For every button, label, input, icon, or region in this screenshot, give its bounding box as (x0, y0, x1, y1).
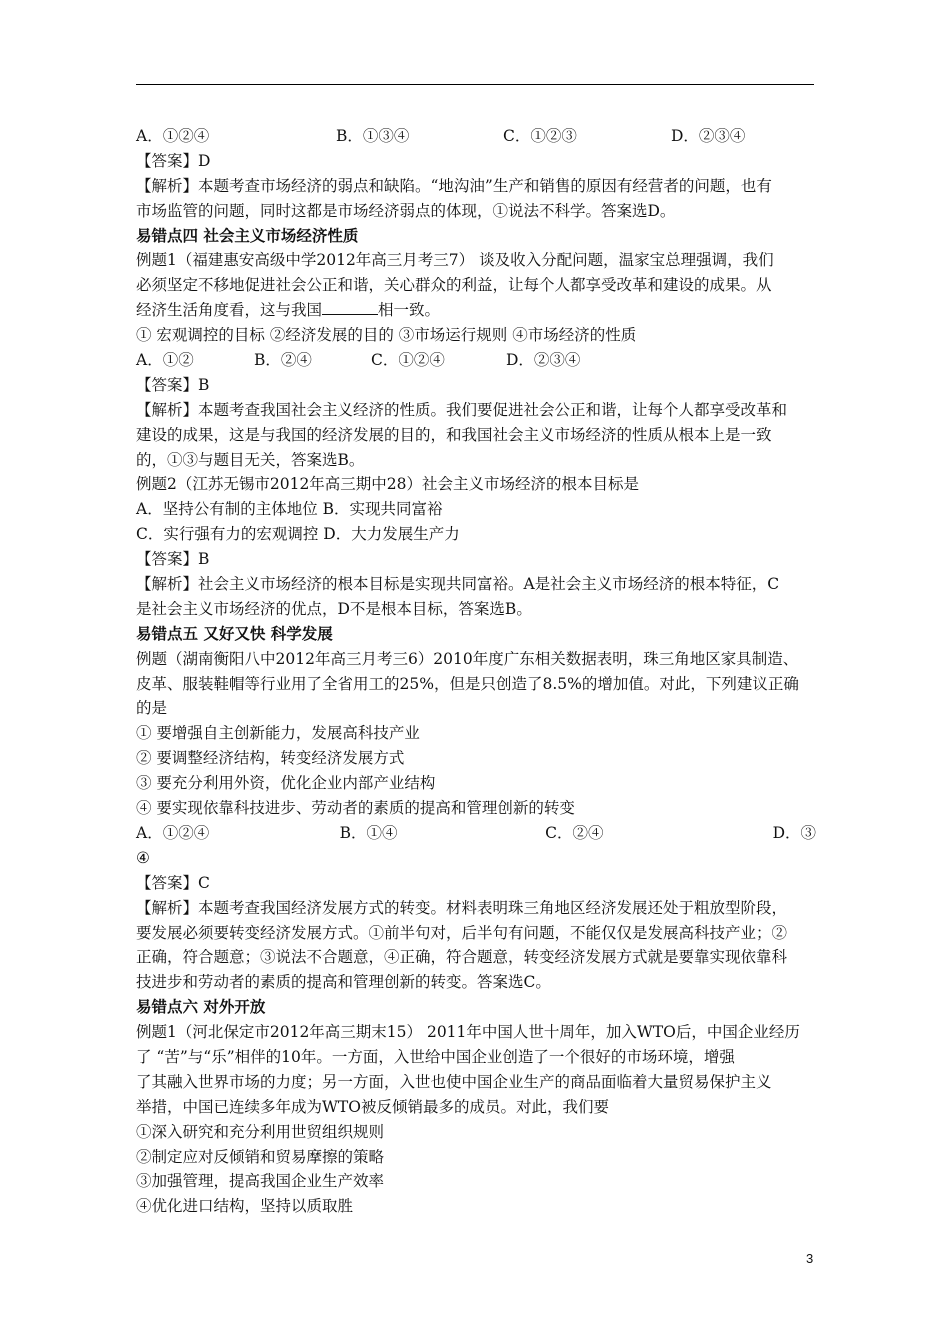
ex3-item1: ① 要增强自主创新能力，发展高科技产业 (136, 724, 420, 743)
ex3-question-line2: 皮革、服装鞋帽等行业用了全省用工的25%，但是只创造了8.5%的增加值。对此，下列建议正确 (136, 674, 799, 693)
ex3-item2: ② 要调整经济结构，转变经济发展方式 (136, 749, 405, 768)
ex4-question-line2: 了 “苦”与“乐”相伴的10年。一方面，入世给中国企业创造了一个很好的市场环境，增强 (136, 1047, 735, 1066)
ex3-option-d: D．③ (772, 823, 816, 842)
ex1-analysis-line2: 建设的成果，这是与我国的经济发展的目的，和我国社会主义市场经济的性质从根本上是一致 (136, 425, 772, 444)
ex4-item3: ③加强管理，提高我国企业生产效率 (136, 1172, 385, 1191)
ex2-options-ab: A．坚持公有制的主体地位 B．实现共同富裕 (136, 500, 443, 519)
ex4-question-line4: 举措，中国已连续多年成为WTO被反倾销最多的成员。对此，我们要 (136, 1097, 609, 1116)
document-body (136, 124, 816, 1219)
ex1-items: ① 宏观调控的目标 ②经济发展的目的 ③市场运行规则 ④市场经济的性质 (136, 326, 637, 345)
header-rule (136, 84, 814, 85)
ex1-line3-pre: 经济生活角度看，这与我国 (136, 301, 323, 320)
q0-option-a: A．①②④ (136, 127, 210, 145)
section4-heading: 易错点四 社会主义市场经济性质 (136, 225, 359, 245)
ex3-option-b: B．①④ (339, 823, 398, 842)
q0-options (136, 124, 816, 149)
ex1-analysis-line3: 的，①③与题目无关，答案选B。 (136, 450, 365, 469)
section5-heading: 易错点五 又好又快 科学发展 (136, 623, 333, 643)
ex3-options (136, 821, 816, 846)
fill-blank (322, 300, 378, 315)
section6-heading: 易错点六 对外开放 (136, 997, 266, 1017)
ex3-option-c: C．②④ (545, 823, 604, 842)
q0-option-c: C．①②③ (503, 127, 577, 145)
ex1-question-line3 (136, 298, 816, 323)
ex3-option-d-wrap: ④ (136, 848, 150, 867)
ex4-item4: ④优化进口结构，坚持以质取胜 (136, 1197, 354, 1216)
ex1-option-d: D．②③④ (506, 351, 581, 370)
ex2-analysis-line2: 是社会主义市场经济的优点，D不是根本目标，答案选B。 (136, 599, 532, 618)
q0-analysis-line2: 市场监管的问题，同时这都是市场经济弱点的体现，①说法不科学。答案选D。 (136, 201, 676, 220)
ex2-answer: 【答案】B (136, 550, 210, 569)
ex1-answer: 【答案】B (136, 375, 210, 394)
ex3-analysis-line1: 【解析】本题考查我国经济发展方式的转变。材料表明珠三角地区经济发展还处于粗放型阶段， (136, 898, 788, 917)
ex4-item2: ②制定应对反倾销和贸易摩擦的策略 (136, 1147, 385, 1166)
ex2-options-cd: C．实行强有力的宏观调控 D．大力发展生产力 (136, 525, 460, 544)
ex1-analysis-line1: 【解析】本题考查我国社会主义经济的性质。我们要促进社会公正和谐，让每个人都享受改革和 (136, 400, 788, 419)
ex3-analysis-line4: 技进步和劳动者的素质的提高和管理创新的转变。答案选C。 (136, 973, 551, 992)
ex1-option-b: B．②④ (254, 351, 312, 370)
q0-analysis-line1: 【解析】本题考查市场经济的弱点和缺陷。“地沟油”生产和销售的原因有经营者的问题，也有 (136, 176, 772, 195)
ex3-item3: ③ 要充分利用外资，优化企业内部产业结构 (136, 774, 436, 793)
q0-option-b: B．①③④ (336, 127, 410, 145)
ex1-options (136, 348, 816, 373)
ex2-question: 例题2（江苏无锡市2012年高三期中28）社会主义市场经济的根本目标是 (136, 475, 640, 494)
q0-answer: 【答案】D (136, 151, 211, 170)
ex3-analysis-line2: 要发展必须要转变经济发展方式。①前半句对，后半句有问题，不能仅仅是发展高科技产业；② (136, 923, 788, 942)
ex1-line3-post: 相一致。 (378, 301, 441, 320)
ex1-option-a: A．①② (136, 351, 194, 370)
ex1-question-line2: 必须坚定不移地促进社会公正和谐，关心群众的利益，让每个人都享受改革和建设的成果。从 (136, 276, 772, 295)
ex3-question-line1: 例题（湖南衡阳八中2012年高三月考三6）2010年度广东相关数据表明，珠三角地区家具制造、 (136, 649, 799, 668)
ex2-analysis-line1: 【解析】社会主义市场经济的根本目标是实现共同富裕。A是社会主义市场经济的根本特征，C (136, 575, 780, 594)
ex3-option-a: A．①②④ (136, 823, 210, 842)
page-number: 3 (806, 1251, 814, 1266)
ex3-analysis-line3: 正确，符合题意；③说法不合题意，④正确，符合题意，转变经济发展方式就是要靠实现依靠科 (136, 948, 788, 967)
ex4-item1: ①深入研究和充分利用世贸组织规则 (136, 1122, 385, 1141)
q0-option-d: D．②③④ (671, 127, 746, 145)
ex4-question-line1: 例题1（河北保定市2012年高三期末15） 2011年中国人世十周年，加入WTO后，中国企业经历 (136, 1023, 800, 1042)
ex1-question-line1: 例题1（福建惠安高级中学2012年高三月考三7） 谈及收入分配问题，温家宝总理强调，我们 (136, 251, 774, 270)
ex3-answer: 【答案】C (136, 873, 210, 892)
ex4-question-line3: 了其融入世界市场的力度；另一方面，入世也使中国企业生产的商品面临着大量贸易保护主义 (136, 1072, 772, 1091)
ex3-item4: ④ 要实现依靠科技进步、劳动者的素质的提高和管理创新的转变 (136, 799, 575, 818)
ex1-option-c: C．①②④ (371, 351, 445, 370)
ex3-question-line3: 的是 (136, 699, 168, 718)
